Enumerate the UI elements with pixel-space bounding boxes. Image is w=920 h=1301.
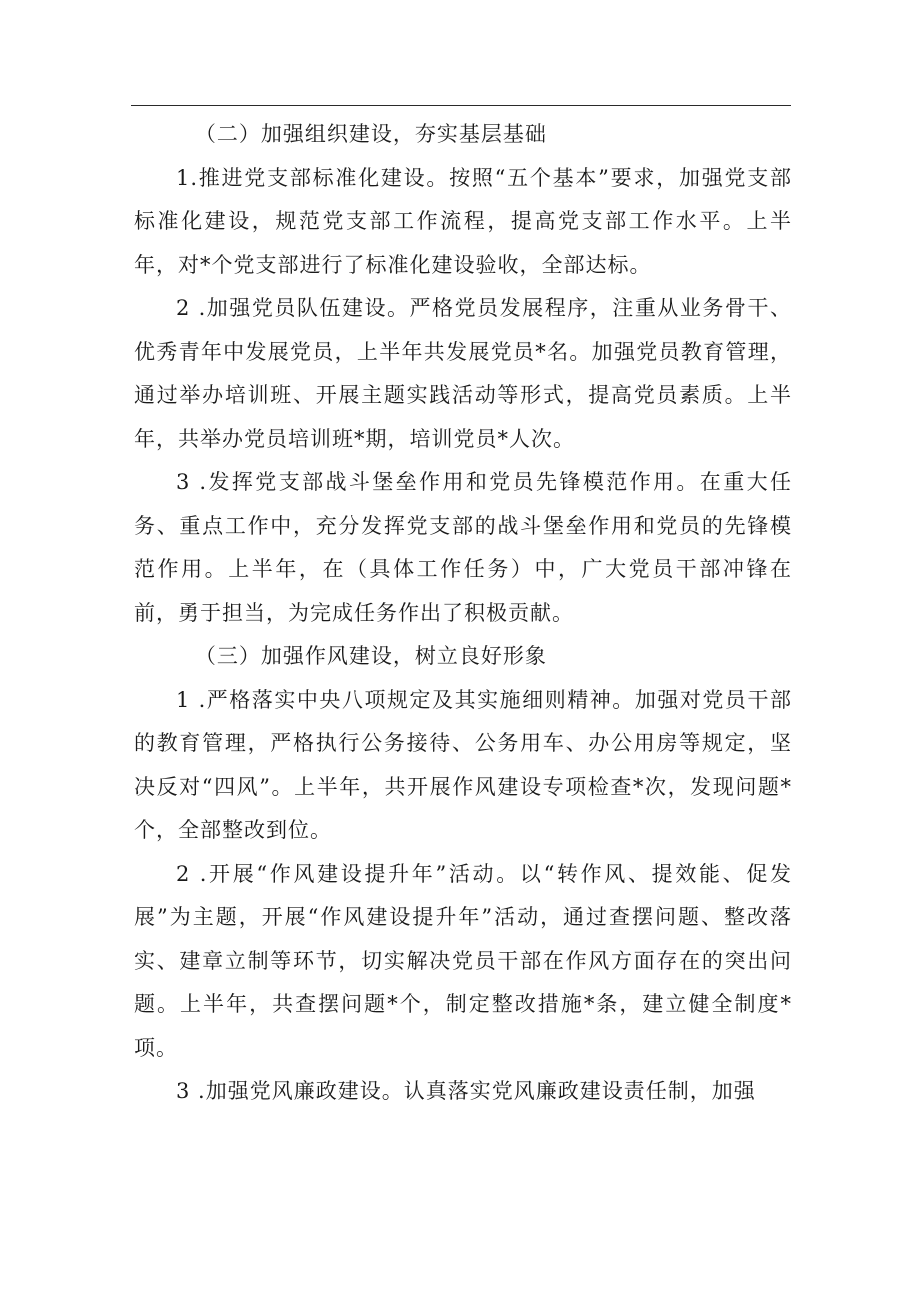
section-heading-work-style: （三）加强作风建设，树立良好形象	[194, 644, 547, 668]
header-rule	[131, 105, 791, 106]
body-paragraph: 1.推进党支部标准化建设。按照“五个基本”要求，加强党支部标准化建设，规范党支部工作流程，提高党支部工作水平。上半年，对*个党支部进行了标准化建设验收，全部达标。	[134, 165, 792, 277]
document-body	[134, 113, 792, 1114]
section-heading-organization: （二）加强组织建设，夯实基层基础	[194, 122, 547, 146]
body-paragraph: 2 .开展“作风建设提升年”活动。以“转作风、提效能、促发展”为主题，开展“作风建设提升年”活动，通过查摆问题、整改落实、建章立制等环节，切实解决党员干部在作风方面存在的突出问题。上半年，共查摆问题*个，制定整改措施*条，建立健全制度*项。	[134, 861, 792, 1060]
body-paragraph: 3 .加强党风廉政建设。认真落实党风廉政建设责任制，加强	[176, 1079, 756, 1103]
body-paragraph: 3 .发挥党支部战斗堡垒作用和党员先锋模范作用。在重大任务、重点工作中，充分发挥党支部的战斗堡垒作用和党员的先锋模范作用。上半年，在（具体工作任务）中，广大党员干部冲锋在前，勇于担当，为完成任务作出了积极贡献。	[134, 470, 792, 625]
body-paragraph: 2 .加强党员队伍建设。严格党员发展程序，注重从业务骨干、优秀青年中发展党员，上半年共发展党员*名。加强党员教育管理，通过举办培训班、开展主题实践活动等形式，提高党员素质。上半年，共举办党员培训班*期，培训党员*人次。	[134, 296, 792, 451]
body-paragraph: 1 .严格落实中央八项规定及其实施细则精神。加强对党员干部的教育管理，严格执行公务接待、公务用车、办公用房等规定，坚决反对“四风”。上半年，共开展作风建设专项检查*次，发现问题*个，全部整改到位。	[134, 687, 792, 842]
